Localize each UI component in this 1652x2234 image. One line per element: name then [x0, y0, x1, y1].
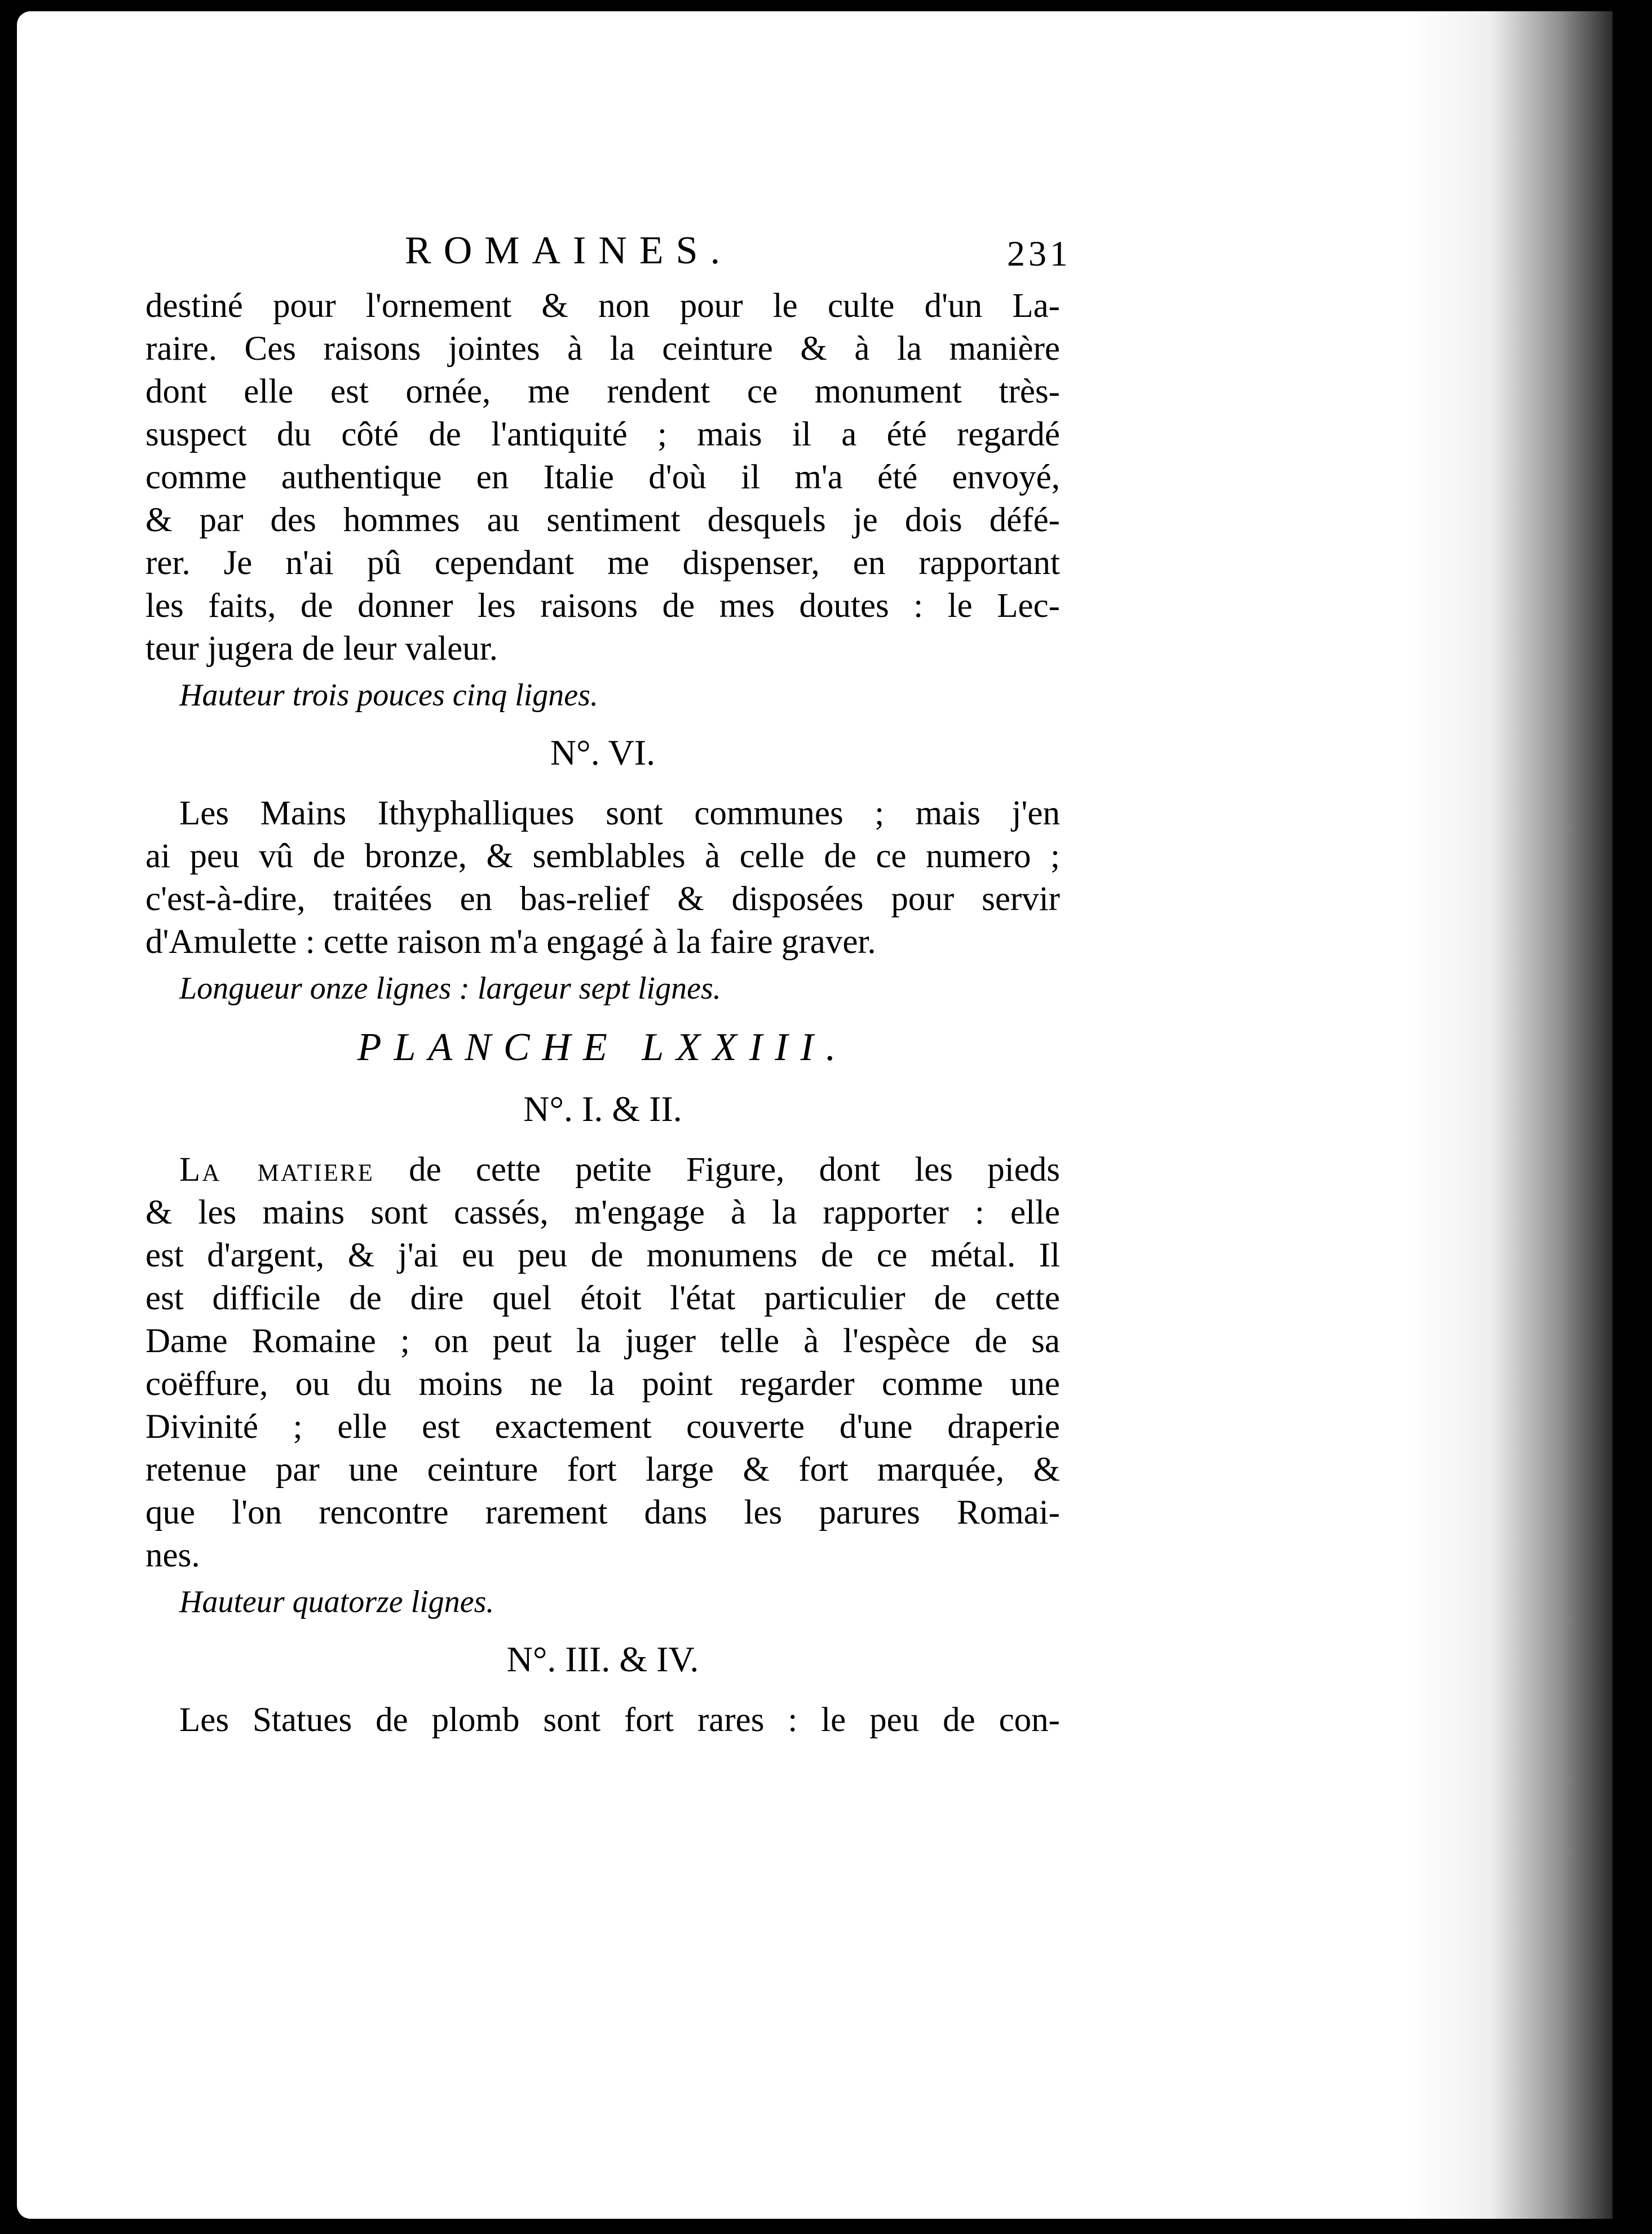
text-line: que l'on rencontre rarement dans les parures Romai-: [145, 1494, 1060, 1531]
text-line: suspect du côté de l'antiquité ; mais il a été regardé: [145, 416, 1060, 453]
text-line: comme authentique en Italie d'où il m'a été envoyé,: [145, 458, 1060, 496]
text-line: & les mains sont cassés, m'engage à la rapporter : elle: [145, 1194, 1060, 1231]
page-edge-shadow: [1410, 11, 1613, 2219]
text-line: teur jugera de leur valeur.: [145, 630, 498, 668]
plate-heading: PLANCHE LXXIII.: [357, 1026, 849, 1069]
text-line: les faits, de donner les raisons de mes doutes : le Lec-: [145, 587, 1060, 625]
text-line: retenue par une ceinture fort large & fort marquée, &: [145, 1451, 1060, 1489]
text-line: rer. Je n'ai pû cependant me dispenser, en rapportant: [145, 544, 1060, 582]
text-line: est difficile de dire quel étoit l'état particulier de cette: [145, 1279, 1060, 1317]
text-line: Les Statues de plomb sont fort rares : le peu de con-: [179, 1701, 1060, 1739]
text-line: d'Amulette : cette raison m'a engagé à la faire graver.: [145, 923, 876, 961]
text-line: ai peu vû de bronze, & semblables à celle de ce numero ;: [145, 837, 1060, 875]
section-heading-iii-iv: N°. III. & IV.: [506, 1639, 699, 1679]
text-line: & par des hommes au sentiment desquels je dois défé-: [145, 501, 1060, 539]
section-heading-vi: N°. VI.: [550, 732, 656, 772]
running-head: [145, 228, 1071, 285]
running-title: ROMAINES.: [405, 229, 733, 272]
lead-in-rest: de cette petite Figure, dont les pieds: [374, 1151, 1061, 1189]
text-line: raire. Ces raisons jointes à la ceinture & à la manière: [145, 330, 1060, 368]
dimension-note-3: Hauteur quatorze lignes.: [179, 1584, 494, 1619]
text-line: est d'argent, & j'ai eu peu de monumens de ce métal. Il: [145, 1237, 1060, 1274]
paragraph-1: [145, 285, 1060, 670]
page-number: 231: [1007, 233, 1071, 273]
page-text-block: [145, 228, 1071, 1742]
section-heading-i-ii: N°. I. & II.: [523, 1089, 682, 1129]
text-line: nes.: [145, 1537, 200, 1574]
paragraph-2: [145, 792, 1060, 964]
dimension-note-1: Hauteur trois pouces cinq lignes.: [179, 678, 598, 713]
paragraph-4: [145, 1699, 1060, 1742]
text-line: [145, 1149, 1060, 1191]
text-line: coëffure, ou du moins ne la point regarder comme une: [145, 1365, 1060, 1403]
text-line: Les Mains Ithyphalliques sont communes ; mais j'en: [179, 794, 1060, 832]
book-page: [17, 11, 1613, 2219]
text-line: c'est-à-dire, traitées en bas-relief & disposées pour servir: [145, 880, 1060, 918]
text-line: destiné pour l'ornement & non pour le culte d'un La-: [145, 287, 1060, 325]
paragraph-3: [145, 1149, 1060, 1577]
dimension-note-2: Longueur onze lignes : largeur sept lignes.: [179, 971, 721, 1006]
text-line: Dame Romaine ; on peut la juger telle à l'espèce de sa: [145, 1322, 1060, 1360]
text-line: dont elle est ornée, me rendent ce monument très-: [145, 373, 1060, 410]
text-line: Divinité ; elle est exactement couverte d'une draperie: [145, 1408, 1060, 1446]
lead-in-smallcaps: La matiere: [179, 1151, 374, 1189]
